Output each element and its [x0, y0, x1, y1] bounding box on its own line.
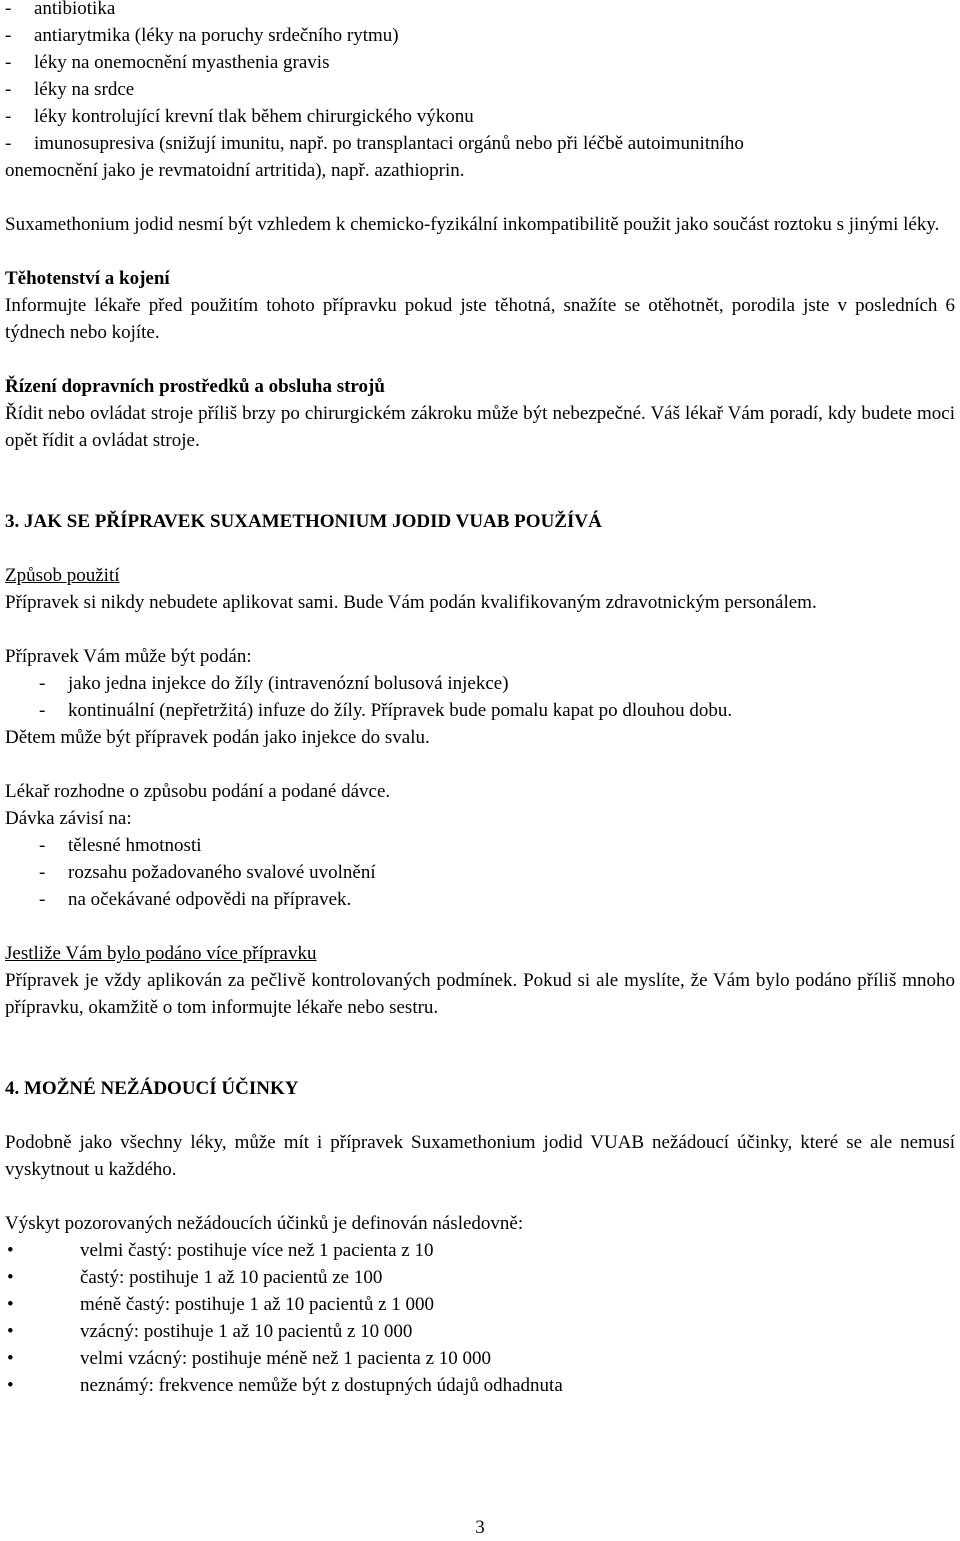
- dash-marker: -: [5, 79, 12, 100]
- dose-depends-paragraph: Dávka závisí na:: [5, 808, 132, 829]
- dash-marker: -: [39, 673, 46, 694]
- list-item: • méně častý: postihuje 1 až 10 pacientů z 1 000: [5, 1291, 955, 1318]
- usage-paragraph: Přípravek si nikdy nebudete aplikovat sami. Bude Vám podán kvalifikovaným zdravotnickým personálem.: [5, 592, 817, 613]
- dash-marker: -: [5, 25, 12, 46]
- list-item: • neznámý: frekvence nemůže být z dostupných údajů odhadnuta: [5, 1372, 955, 1399]
- dash-marker: -: [5, 52, 12, 73]
- page-number: 3: [475, 1517, 485, 1538]
- bullet-icon: •: [7, 1240, 14, 1261]
- list-item: • velmi častý: postihuje více než 1 pacienta z 10: [5, 1237, 955, 1264]
- list-item: - imunosupresiva (snižují imunitu, např. po transplantaci orgánů nebo při léčbě autoimunitního: [5, 130, 955, 157]
- list-item: • častý: postihuje 1 až 10 pacientů ze 100: [5, 1264, 955, 1291]
- dash-marker: -: [5, 106, 12, 127]
- bullet-icon: •: [7, 1267, 14, 1288]
- overdose-paragraph: Přípravek je vždy aplikován za pečlivě kontrolovaných podmínek. Pokud si ale myslíte, že Vám bylo podáno příliš mnoho přípravku, okamžitě o tom informujte lékaře nebo sestru.: [5, 970, 955, 1018]
- list-item: - jako jedna injekce do žíly (intravenózní bolusová injekce): [5, 670, 955, 697]
- pregnancy-paragraph: Informujte lékaře před použitím tohoto přípravku pokud jste těhotná, snažíte se otěhotnět, porodila jste v posledních 6 týdnech nebo kojíte.: [5, 295, 955, 343]
- usage-heading: Způsob použití: [5, 565, 120, 586]
- pregnancy-heading: Těhotenství a kojení: [5, 268, 170, 289]
- dash-marker: -: [5, 133, 12, 154]
- list-item-continuation: onemocnění jako je revmatoidní artritida), např. azathioprin.: [5, 160, 465, 181]
- children-paragraph: Dětem může být přípravek podán jako injekce do svalu.: [5, 727, 430, 748]
- dose-factor-list: [5, 832, 955, 913]
- section-4-heading: 4. MOŽNÉ NEŽÁDOUCÍ ÚČINKY: [5, 1078, 299, 1099]
- bullet-icon: •: [7, 1375, 14, 1396]
- frequency-list: [5, 1237, 955, 1399]
- doctor-decides-paragraph: Lékař rozhodne o způsobu podání a podané dávce.: [5, 781, 391, 802]
- bullet-icon: •: [7, 1294, 14, 1315]
- driving-heading: Řízení dopravních prostředků a obsluha strojů: [5, 376, 385, 397]
- dash-marker: -: [5, 0, 12, 19]
- list-item: - tělesné hmotnosti: [5, 832, 955, 859]
- document-page: [5, 0, 955, 1399]
- interaction-drug-list: [5, 0, 955, 184]
- dash-marker: -: [39, 889, 46, 910]
- dash-marker: -: [39, 835, 46, 856]
- list-item: - léky na onemocnění myasthenia gravis: [5, 49, 955, 76]
- list-item: - kontinuální (nepřetržitá) infuze do žíly. Přípravek bude pomalu kapat po dlouhou dobu.: [5, 697, 955, 724]
- dash-marker: -: [39, 862, 46, 883]
- side-effects-intro: Podobně jako všechny léky, může mít i přípravek Suxamethonium jodid VUAB nežádoucí účinky, které se ale nemusí vyskytnout u každého.: [5, 1132, 955, 1180]
- list-item: • velmi vzácný: postihuje méně než 1 pacienta z 10 000: [5, 1345, 955, 1372]
- overdose-heading: Jestliže Vám bylo podáno více přípravku: [5, 943, 317, 964]
- bullet-icon: •: [7, 1348, 14, 1369]
- list-item: - na očekávané odpovědi na přípravek.: [5, 886, 955, 913]
- administration-intro: Přípravek Vám může být podán:: [5, 646, 252, 667]
- bullet-icon: •: [7, 1321, 14, 1342]
- list-item: - rozsahu požadovaného svalové uvolnění: [5, 859, 955, 886]
- list-item: - antiarytmika (léky na poruchy srdečního rytmu): [5, 22, 955, 49]
- list-item: - antibiotika: [5, 0, 955, 22]
- incompatibility-paragraph: Suxamethonium jodid nesmí být vzhledem k chemicko-fyzikální inkompatibilitě použit jako součást roztoku s jinými léky.: [5, 214, 940, 235]
- list-item: - léky na srdce: [5, 76, 955, 103]
- section-3-heading: 3. JAK SE PŘÍPRAVEK SUXAMETHONIUM JODID VUAB POUŽÍVÁ: [5, 511, 602, 532]
- list-item: - léky kontrolující krevní tlak během chirurgického výkonu: [5, 103, 955, 130]
- dash-marker: -: [39, 700, 46, 721]
- driving-paragraph: Řídit nebo ovládat stroje příliš brzy po chirurgickém zákroku může být nebezpečné. Váš lékař Vám poradí, kdy budete moci opět řídit a ovládat stroje.: [5, 403, 955, 451]
- frequency-intro: Výskyt pozorovaných nežádoucích účinků je definován následovně:: [5, 1213, 524, 1234]
- administration-list: [5, 670, 955, 724]
- list-item: • vzácný: postihuje 1 až 10 pacientů z 10 000: [5, 1318, 955, 1345]
